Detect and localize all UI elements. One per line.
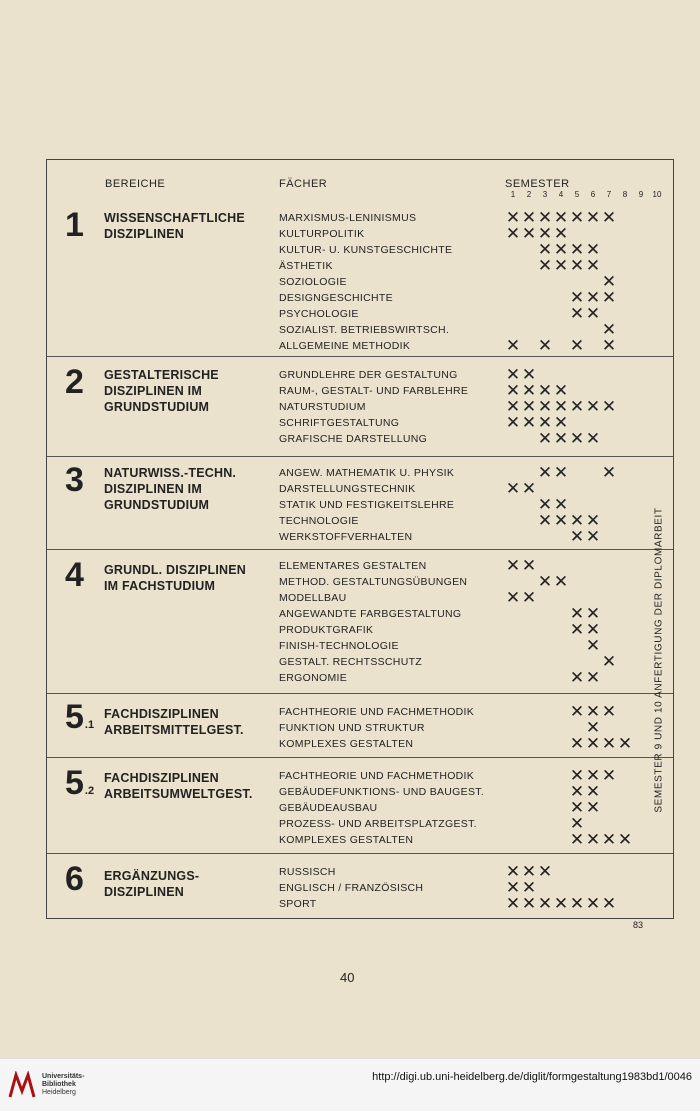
subject-name: GEBÄUDEFUNKTIONS- UND BAUGEST. [279,786,485,798]
semester-mark: ✕ [569,527,585,547]
semester-mark: ✕ [585,734,601,754]
semester-mark: ✕ [569,256,585,276]
semester-mark: ✕ [553,463,569,483]
semester-number: 1 [510,190,516,199]
semester-mark: ✕ [537,224,553,244]
semester-number: 7 [606,190,612,199]
semester-mark: ✕ [569,668,585,688]
subject-name: MARXISMUS-LENINISMUS [279,212,417,224]
subject-name: ALLGEMEINE METHODIK [279,340,411,352]
subject-name: MODELLBAU [279,592,347,604]
semester-number: 2 [526,190,532,199]
subject-name: KOMPLEXES GESTALTEN [279,738,414,750]
semester-mark: ✕ [601,397,617,417]
semester-mark: ✕ [505,894,521,914]
subject-name: METHOD. GESTALTUNGSÜBUNGEN [279,576,468,588]
semester-number: 6 [590,190,596,199]
semester-number: 4 [558,190,564,199]
subject-name: KOMPLEXES GESTALTEN [279,834,414,846]
semester-mark: ✕ [553,256,569,276]
semester-marks [505,704,665,720]
subject-name: RAUM-, GESTALT- UND FARBLEHRE [279,385,469,397]
semester-mark: ✕ [585,782,601,802]
page-code: 83 [633,920,644,930]
semester-mark: ✕ [585,894,601,914]
header-semester: SEMESTER [505,178,570,190]
semester-mark: ✕ [505,588,521,608]
subject-name: ANGEW. MATHEMATIK U. PHYSIK [279,467,455,479]
semester-mark: ✕ [553,495,569,515]
semester-marks [505,497,665,513]
subject-name: NATURSTUDIUM [279,401,366,413]
semester-marks [505,736,665,752]
semester-mark: ✕ [521,365,537,385]
semester-mark: ✕ [585,527,601,547]
semester-number: 8 [622,190,628,199]
section-area-title: GESTALTERISCHE DISZIPLINEN IM GRUNDSTUDIUM [104,368,219,414]
section-area-title: WISSENSCHAFTLICHE DISZIPLINEN [104,211,245,241]
semester-mark: ✕ [537,336,553,356]
subject-name: SOZIALIST. BETRIEBSWIRTSCH. [279,324,450,336]
semester-marks [505,720,665,736]
semester-mark: ✕ [505,878,521,898]
semester-mark: ✕ [521,588,537,608]
semester-mark: ✕ [585,256,601,276]
subject-name: GRAFISCHE DARSTELLUNG [279,433,428,445]
semester-marks [505,606,665,622]
subject-name: ANGEWANDTE FARBGESTALTUNG [279,608,462,620]
subject-name: FACHTHEORIE UND FACHMETHODIK [279,706,475,718]
subject-name: FINISH-TECHNOLOGIE [279,640,399,652]
subject-name: GRUNDLEHRE DER GESTALTUNG [279,369,458,381]
semester-mark: ✕ [537,511,553,531]
section-number: 1 [65,206,84,244]
semester-mark: ✕ [553,381,569,401]
subject-name: GEBÄUDEAUSBAU [279,802,378,814]
header-subjects: FÄCHER [279,178,328,190]
subject-name: SCHRIFTGESTALTUNG [279,417,400,429]
semester-mark: ✕ [569,604,585,624]
semester-mark: ✕ [601,288,617,308]
semester-numbers [505,190,665,200]
semester-mark: ✕ [569,702,585,722]
semester-mark: ✕ [537,397,553,417]
semester-marks [505,306,665,322]
semester-marks [505,590,665,606]
semester-mark: ✕ [617,830,633,850]
semester-marks [505,529,665,545]
semester-mark: ✕ [537,256,553,276]
semester-mark: ✕ [505,208,521,228]
semester-mark: ✕ [537,862,553,882]
section-area-title: FACHDISZIPLINEN ARBEITSUMWELTGEST. [104,771,253,801]
semester-mark: ✕ [569,397,585,417]
semester-marks [505,896,665,912]
subject-name: RUSSISCH [279,866,336,878]
semester-mark: ✕ [569,814,585,834]
semester-marks [505,242,665,258]
semester-mark: ✕ [617,734,633,754]
semester-mark: ✕ [569,429,585,449]
semester-mark: ✕ [585,766,601,786]
subject-name: FACHTHEORIE UND FACHMETHODIK [279,770,475,782]
section-number: 5.2 [65,764,95,802]
semester-mark: ✕ [601,463,617,483]
semester-marks [505,431,665,447]
semester-mark: ✕ [505,381,521,401]
semester-marks [505,274,665,290]
subject-name: TECHNOLOGIE [279,515,359,527]
semester-mark: ✕ [537,894,553,914]
subject-name: SPORT [279,898,317,910]
semester-mark: ✕ [585,304,601,324]
subject-name: WERKSTOFFVERHALTEN [279,531,413,543]
semester-marks [505,638,665,654]
semester-mark: ✕ [505,365,521,385]
semester-mark: ✕ [585,830,601,850]
section-area-title: FACHDISZIPLINEN ARBEITSMITTELGEST. [104,707,244,737]
semester-marks [505,622,665,638]
subject-name: DESIGNGESCHICHTE [279,292,393,304]
semester-mark: ✕ [585,718,601,738]
semester-number: 3 [542,190,548,199]
semester-marks [505,670,665,686]
semester-mark: ✕ [537,413,553,433]
subject-name: SOZIOLOGIE [279,276,347,288]
semester-mark: ✕ [521,224,537,244]
section-area-title: NATURWISS.-TECHN. DISZIPLINEN IM GRUNDSTUDIUM [104,466,237,512]
subject-name: PROZESS- UND ARBEITSPLATZGEST. [279,818,477,830]
semester-marks [505,784,665,800]
subject-name: FUNKTION UND STRUKTUR [279,722,425,734]
vertical-note: SEMESTER 9 UND 10 ANFERTIGUNG DER DIPLOMARBEIT [653,507,665,813]
semester-mark: ✕ [601,702,617,722]
section-divider [47,456,673,457]
semester-mark: ✕ [553,413,569,433]
semester-mark: ✕ [585,397,601,417]
semester-mark: ✕ [521,397,537,417]
semester-mark: ✕ [537,240,553,260]
page-number: 40 [340,970,355,985]
semester-mark: ✕ [569,782,585,802]
semester-mark: ✕ [569,304,585,324]
semester-mark: ✕ [505,413,521,433]
semester-mark: ✕ [505,397,521,417]
semester-mark: ✕ [521,208,537,228]
semester-mark: ✕ [553,429,569,449]
subject-name: DARSTELLUNGSTECHNIK [279,483,416,495]
semester-mark: ✕ [505,224,521,244]
semester-mark: ✕ [585,429,601,449]
semester-marks [505,816,665,832]
semester-marks [505,415,665,431]
subject-name: ERGONOMIE [279,672,348,684]
semester-mark: ✕ [537,208,553,228]
semester-mark: ✕ [537,572,553,592]
semester-mark: ✕ [569,208,585,228]
semester-mark: ✕ [553,397,569,417]
semester-mark: ✕ [585,208,601,228]
semester-number: 9 [638,190,644,199]
section-number: 5.1 [65,698,95,736]
semester-mark: ✕ [569,620,585,640]
semester-marks [505,768,665,784]
section-divider [47,757,673,758]
semester-mark: ✕ [553,572,569,592]
semester-mark: ✕ [521,479,537,499]
semester-mark: ✕ [569,894,585,914]
subject-name: ELEMENTARES GESTALTEN [279,560,427,572]
semester-mark: ✕ [601,208,617,228]
semester-marks [505,226,665,242]
semester-marks [505,290,665,306]
semester-mark: ✕ [521,381,537,401]
section-divider [47,693,673,694]
semester-mark: ✕ [505,862,521,882]
semester-marks [505,832,665,848]
semester-marks [505,322,665,338]
semester-mark: ✕ [521,862,537,882]
semester-mark: ✕ [569,830,585,850]
semester-mark: ✕ [553,240,569,260]
subject-name: ENGLISCH / FRANZÖSISCH [279,882,424,894]
semester-mark: ✕ [601,766,617,786]
semester-mark: ✕ [585,636,601,656]
section-number: 4 [65,556,84,594]
semester-mark: ✕ [537,495,553,515]
semester-mark: ✕ [601,272,617,292]
semester-marks [505,654,665,670]
subject-name: STATIK UND FESTIGKEITSLEHRE [279,499,455,511]
section-area-title: ERGÄNZUNGS- DISZIPLINEN [104,869,200,899]
semester-mark: ✕ [553,224,569,244]
semester-mark: ✕ [537,429,553,449]
semester-mark: ✕ [537,463,553,483]
institution-name: Universitäts- Bibliothek Heidelberg [42,1073,85,1096]
curriculum-table [46,159,674,919]
semester-mark: ✕ [569,288,585,308]
section-divider [47,356,673,357]
semester-marks [505,558,665,574]
semester-mark: ✕ [585,511,601,531]
university-logo-icon [8,1071,36,1099]
semester-marks [505,800,665,816]
semester-mark: ✕ [569,734,585,754]
section-number: 3 [65,461,84,499]
semester-mark: ✕ [585,798,601,818]
semester-mark: ✕ [569,766,585,786]
semester-mark: ✕ [505,556,521,576]
section-area-title: GRUNDL. DISZIPLINEN IM FACHSTUDIUM [104,563,246,593]
semester-mark: ✕ [601,734,617,754]
semester-mark: ✕ [553,894,569,914]
section-number: 6 [65,860,84,898]
semester-marks [505,258,665,274]
footer-bar [0,1058,700,1111]
semester-mark: ✕ [553,208,569,228]
subject-name: ÄSTHETIK [279,260,333,272]
semester-mark: ✕ [601,320,617,340]
subject-name: PRODUKTGRAFIK [279,624,374,636]
semester-mark: ✕ [505,479,521,499]
semester-marks [505,338,665,354]
semester-mark: ✕ [521,878,537,898]
semester-mark: ✕ [569,240,585,260]
semester-number: 10 [652,190,662,199]
header-areas: BEREICHE [105,178,166,190]
semester-marks [505,513,665,529]
subject-name: KULTUR- U. KUNSTGESCHICHTE [279,244,453,256]
semester-mark: ✕ [601,652,617,672]
source-url-link[interactable]: http://digi.ub.uni-heidelberg.de/diglit/formgestaltung1983bd1/0046 [372,1071,692,1083]
semester-mark: ✕ [601,830,617,850]
subject-name: GESTALT. RECHTSSCHUTZ [279,656,423,668]
section-number: 2 [65,363,84,401]
semester-mark: ✕ [537,381,553,401]
semester-mark: ✕ [521,894,537,914]
semester-mark: ✕ [585,620,601,640]
semester-mark: ✕ [601,336,617,356]
semester-mark: ✕ [585,240,601,260]
semester-mark: ✕ [585,604,601,624]
semester-mark: ✕ [569,336,585,356]
section-divider [47,853,673,854]
semester-mark: ✕ [521,556,537,576]
subject-name: PSYCHOLOGIE [279,308,359,320]
semester-mark: ✕ [553,511,569,531]
subject-name: KULTURPOLITIK [279,228,365,240]
semester-mark: ✕ [585,288,601,308]
semester-mark: ✕ [569,511,585,531]
semester-mark: ✕ [505,336,521,356]
semester-mark: ✕ [585,668,601,688]
semester-mark: ✕ [569,798,585,818]
semester-mark: ✕ [585,702,601,722]
semester-number: 5 [574,190,580,199]
semester-mark: ✕ [601,894,617,914]
section-divider [47,549,673,550]
semester-marks [505,481,665,497]
semester-mark: ✕ [521,413,537,433]
